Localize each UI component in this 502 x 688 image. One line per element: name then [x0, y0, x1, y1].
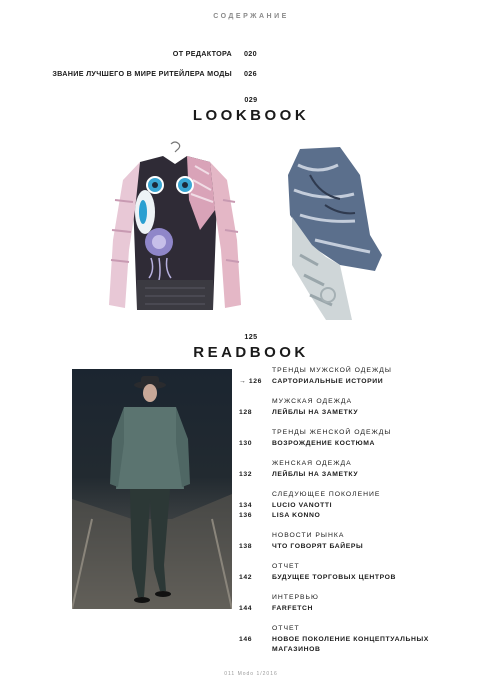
- toc-group: [239, 532, 479, 552]
- toc-title: LISA KONNO: [272, 512, 321, 519]
- readbook-page-number: 125: [244, 332, 258, 341]
- toc-top-entry-label[interactable]: ЗВАНИЕ ЛУЧШЕГО В МИРЕ РИТЕЙЛЕРА МОДЫ: [52, 69, 232, 78]
- toc-list: [239, 367, 479, 666]
- toc-item[interactable]: [239, 573, 479, 583]
- toc-title: НОВОЕ ПОКОЛЕНИЕ КОНЦЕПТУАЛЬНЫХ МАГАЗИНОВ: [272, 636, 429, 653]
- toc-category: НОВОСТИ РЫНКА: [272, 532, 345, 539]
- toc-title: LUCIO VANOTTI: [272, 502, 333, 509]
- lookbook-title[interactable]: LOOKBOOK: [192, 107, 310, 124]
- toc-page-number: 138: [239, 543, 253, 550]
- page-header: СОДЕРЖАНИЕ: [213, 13, 289, 20]
- toc-item[interactable]: [239, 501, 479, 511]
- toc-item[interactable]: [239, 511, 479, 521]
- toc-page-number: 136: [239, 512, 253, 519]
- toc-category: МУЖСКАЯ ОДЕЖДА: [272, 398, 353, 405]
- toc-category: ТРЕНДЫ ЖЕНСКОЙ ОДЕЖДЫ: [272, 429, 392, 436]
- runway-photo: [72, 369, 232, 609]
- toc-title: ЛЕЙБЛЫ НА ЗАМЕТКУ: [272, 471, 359, 478]
- toc-item[interactable]: [239, 542, 479, 552]
- toc-page-number: 142: [239, 574, 253, 581]
- toc-title: БУДУЩЕЕ ТОРГОВЫХ ЦЕНТРОВ: [272, 574, 397, 581]
- toc-item[interactable]: [239, 604, 479, 614]
- toc-group: [239, 625, 479, 655]
- toc-item[interactable]: [239, 377, 479, 387]
- toc-group: [239, 398, 479, 418]
- readbook-title[interactable]: READBOOK: [193, 344, 309, 361]
- toc-page-number: → 126: [239, 378, 263, 385]
- toc-group: [239, 491, 479, 521]
- toc-group: [239, 367, 479, 387]
- toc-top-entry-label[interactable]: ОТ РЕДАКТОРА: [172, 49, 232, 58]
- jacket-image: [105, 140, 245, 315]
- toc-page-number: 144: [239, 605, 253, 612]
- toc-category: ИНТЕРВЬЮ: [272, 594, 319, 601]
- toc-category: ЖЕНСКАЯ ОДЕЖДА: [272, 460, 352, 467]
- toc-category: ОТЧЕТ: [272, 625, 300, 632]
- toc-item[interactable]: [239, 439, 479, 449]
- toc-category: ОТЧЕТ: [272, 563, 300, 570]
- toc-title: САРТОРИАЛЬНЫЕ ИСТОРИИ: [272, 378, 384, 385]
- toc-group: [239, 429, 479, 449]
- toc-title: ВОЗРОЖДЕНИЕ КОСТЮМА: [272, 440, 375, 447]
- toc-category: ТРЕНДЫ МУЖСКОЙ ОДЕЖДЫ: [272, 367, 392, 374]
- toc-group: [239, 563, 479, 583]
- toc-page-number: 128: [239, 409, 253, 416]
- toc-top-entry-page: 020: [244, 49, 257, 58]
- toc-group: [239, 594, 479, 614]
- toc-title: FARFETCH: [272, 605, 314, 612]
- toc-page-number: 134: [239, 502, 253, 509]
- toc-title: ЛЕЙБЛЫ НА ЗАМЕТКУ: [272, 409, 359, 416]
- toc-item[interactable]: [239, 635, 479, 655]
- toc-item[interactable]: [239, 470, 479, 480]
- toc-page-number: 146: [239, 636, 253, 643]
- page-footer: 011 Modo 1/2016: [224, 671, 278, 677]
- toc-title: ЧТО ГОВОРЯТ БАЙЕРЫ: [272, 543, 364, 550]
- toc-page-number: 132: [239, 471, 253, 478]
- toc-group: [239, 460, 479, 480]
- toc-item[interactable]: [239, 408, 479, 418]
- toc-top-entry-page: 026: [244, 69, 257, 78]
- toc-category: СЛЕДУЮЩЕЕ ПОКОЛЕНИЕ: [272, 491, 381, 498]
- shoe-image: [270, 145, 385, 320]
- toc-page-number: 130: [239, 440, 253, 447]
- lookbook-page-number: 029: [244, 95, 258, 104]
